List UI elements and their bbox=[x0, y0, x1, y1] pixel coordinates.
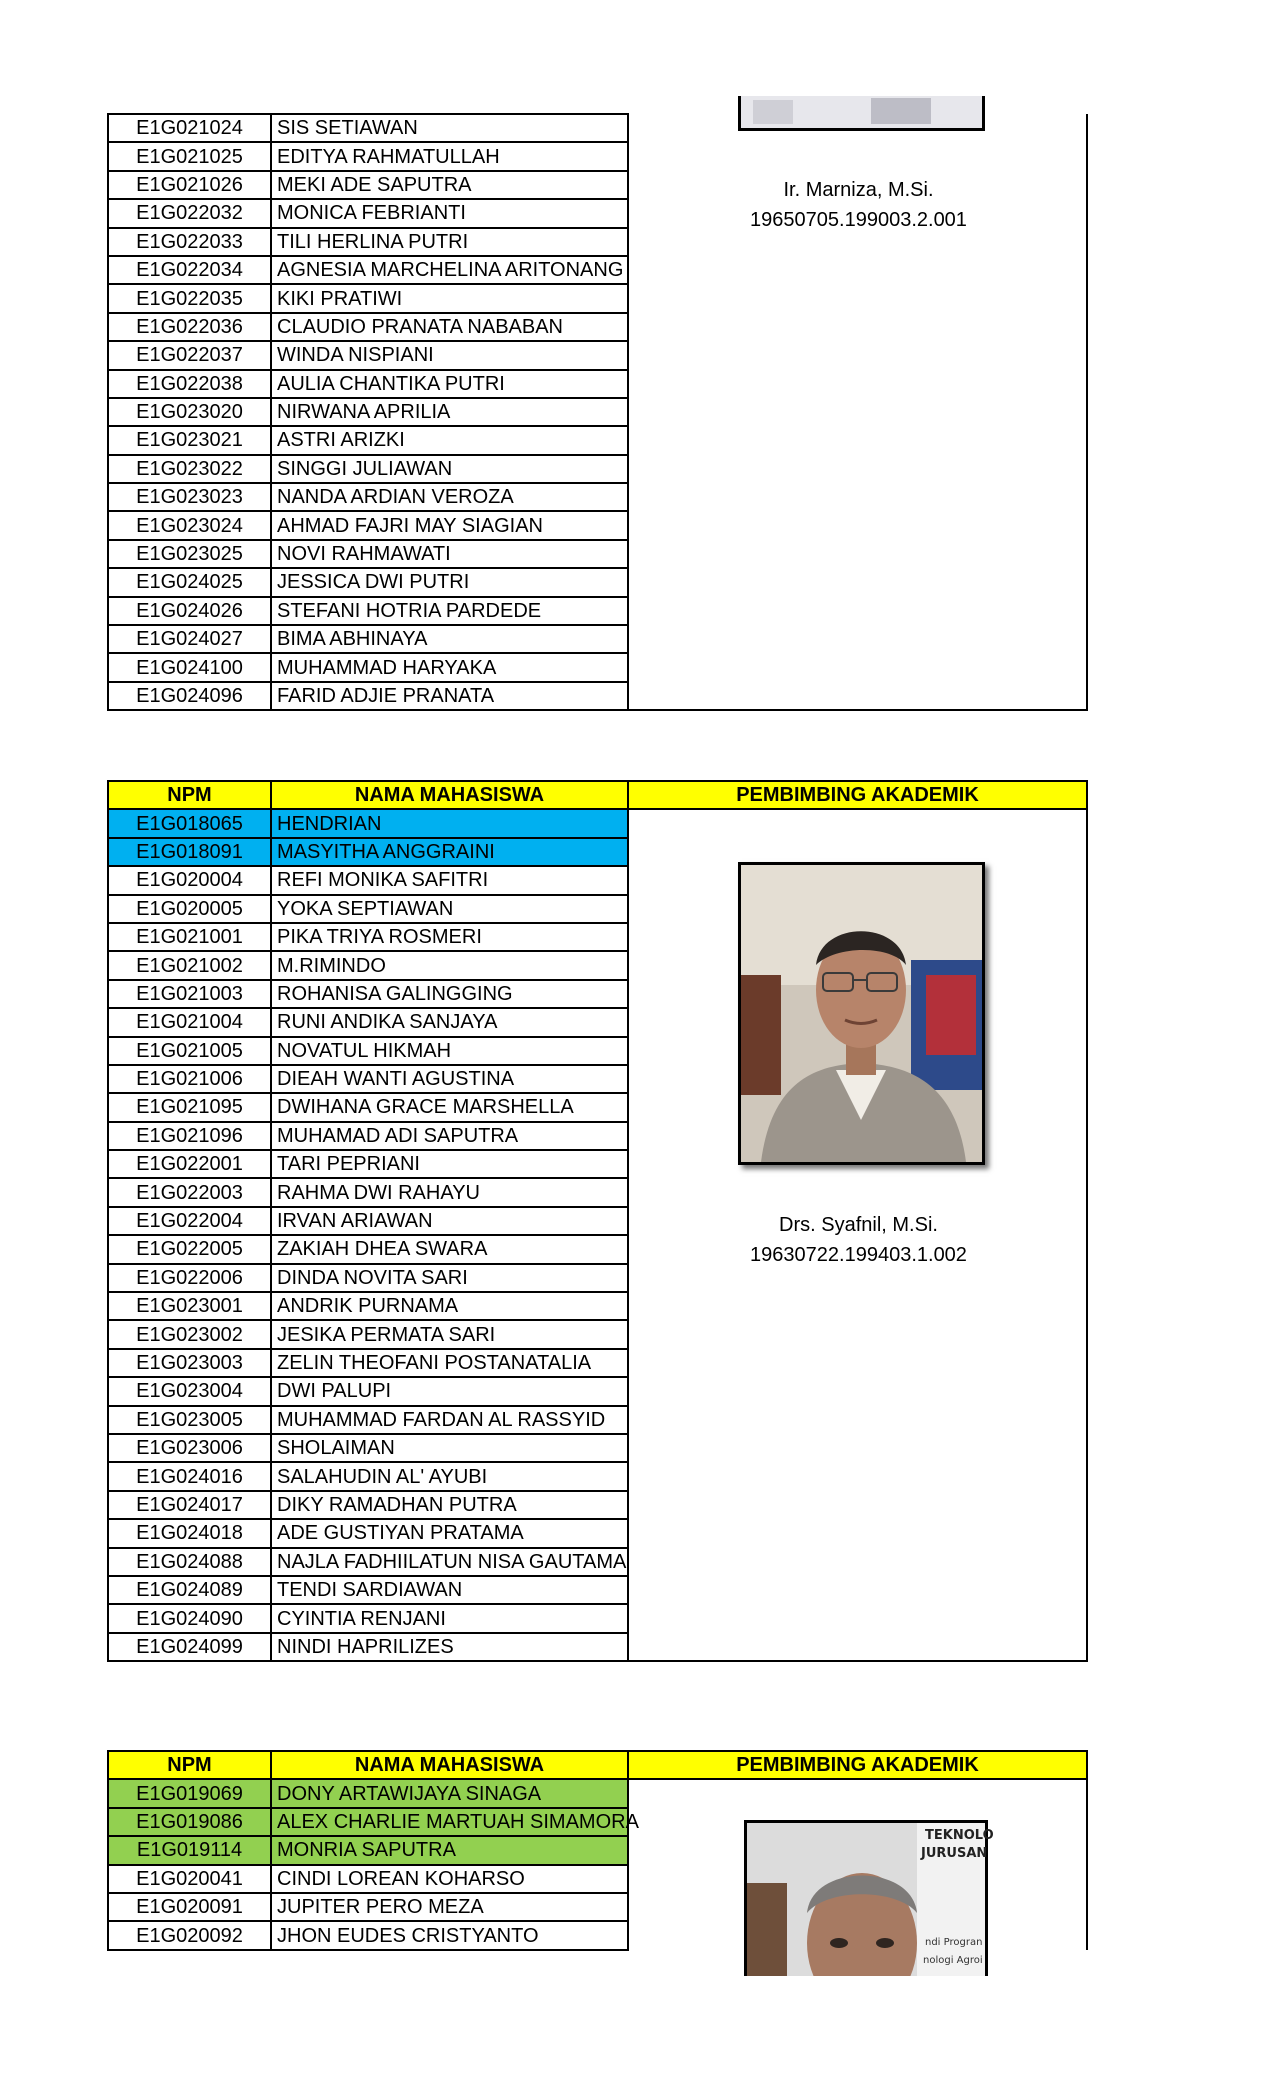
npm-cell: E1G022006 bbox=[108, 1264, 271, 1292]
student-name-cell: ZAKIAH DHEA SWARA bbox=[271, 1235, 628, 1263]
page-bottom-margin bbox=[0, 1976, 1275, 2100]
npm-cell: E1G024018 bbox=[108, 1519, 271, 1547]
npm-cell: E1G024027 bbox=[108, 625, 271, 653]
npm-cell: E1G024025 bbox=[108, 568, 271, 596]
advisor-header: PEMBIMBING AKADEMIK bbox=[628, 1751, 1087, 1779]
student-name-cell: AGNESIA MARCHELINA ARITONANG bbox=[271, 256, 628, 284]
student-name-cell: SIS SETIAWAN bbox=[271, 114, 628, 142]
npm-cell: E1G020041 bbox=[108, 1865, 271, 1893]
npm-cell: E1G022032 bbox=[108, 199, 271, 227]
npm-cell: E1G023021 bbox=[108, 426, 271, 454]
student-name-cell: SINGGI JULIAWAN bbox=[271, 455, 628, 483]
table-header-row bbox=[108, 781, 1087, 809]
npm-cell: E1G021004 bbox=[108, 1008, 271, 1036]
photo-fragment bbox=[741, 96, 982, 128]
student-name-cell: REFI MONIKA SAFITRI bbox=[271, 866, 628, 894]
advisor-photo-syafnil bbox=[738, 862, 985, 1165]
npm-cell: E1G023004 bbox=[108, 1377, 271, 1405]
table-row bbox=[108, 1779, 1087, 1807]
photo-caption-line-4: nologi Agroi bbox=[923, 1955, 983, 1966]
student-name-cell: CLAUDIO PRANATA NABABAN bbox=[271, 313, 628, 341]
npm-cell: E1G019086 bbox=[108, 1808, 271, 1836]
student-name-cell: JHON EUDES CRISTYANTO bbox=[271, 1921, 628, 1949]
student-name-cell: NAJLA FADHIILATUN NISA GAUTAMA bbox=[271, 1548, 628, 1576]
table-row bbox=[108, 809, 1087, 837]
student-name-cell: ANDRIK PURNAMA bbox=[271, 1292, 628, 1320]
advisor-header: PEMBIMBING AKADEMIK bbox=[628, 781, 1087, 809]
npm-cell: E1G023006 bbox=[108, 1434, 271, 1462]
student-name-cell: NOVI RAHMAWATI bbox=[271, 540, 628, 568]
advisor-name-syafnil: Drs. Syafnil, M.Si. bbox=[779, 1214, 938, 1236]
npm-cell: E1G022005 bbox=[108, 1235, 271, 1263]
student-name-cell: BIMA ABHINAYA bbox=[271, 625, 628, 653]
student-name-cell: MONRIA SAPUTRA bbox=[271, 1836, 628, 1864]
npm-cell: E1G023025 bbox=[108, 540, 271, 568]
npm-cell: E1G024017 bbox=[108, 1491, 271, 1519]
student-name-cell: TARI PEPRIANI bbox=[271, 1150, 628, 1178]
npm-cell: E1G022034 bbox=[108, 256, 271, 284]
photo-caption-line-2: JURUSAN bbox=[921, 1846, 988, 1861]
student-name-cell: DONY ARTAWIJAYA SINAGA bbox=[271, 1779, 628, 1807]
npm-cell: E1G022003 bbox=[108, 1178, 271, 1206]
npm-cell: E1G021002 bbox=[108, 951, 271, 979]
npm-cell: E1G024089 bbox=[108, 1576, 271, 1604]
student-name-cell: NIRWANA APRILIA bbox=[271, 398, 628, 426]
npm-cell: E1G021024 bbox=[108, 114, 271, 142]
student-name-cell: CYINTIA RENJANI bbox=[271, 1604, 628, 1632]
npm-cell: E1G018065 bbox=[108, 809, 271, 837]
npm-cell: E1G019114 bbox=[108, 1836, 271, 1864]
student-name-cell: DWIHANA GRACE MARSHELLA bbox=[271, 1093, 628, 1121]
npm-cell: E1G020005 bbox=[108, 895, 271, 923]
npm-cell: E1G023020 bbox=[108, 398, 271, 426]
student-name-cell: AHMAD FAJRI MAY SIAGIAN bbox=[271, 511, 628, 539]
npm-cell: E1G021005 bbox=[108, 1037, 271, 1065]
student-name-cell: FARID ADJIE PRANATA bbox=[271, 682, 628, 710]
npm-cell: E1G021006 bbox=[108, 1065, 271, 1093]
student-name-cell: DIEAH WANTI AGUSTINA bbox=[271, 1065, 628, 1093]
photo-caption-line-3: ndi Progran bbox=[925, 1937, 983, 1948]
student-name-cell: SHOLAIMAN bbox=[271, 1434, 628, 1462]
table-header-row bbox=[108, 1751, 1087, 1779]
student-name-cell: TILI HERLINA PUTRI bbox=[271, 228, 628, 256]
npm-cell: E1G020092 bbox=[108, 1921, 271, 1949]
npm-cell: E1G024088 bbox=[108, 1548, 271, 1576]
student-name-cell: MUHAMMAD HARYAKA bbox=[271, 653, 628, 681]
student-name-cell: MONICA FEBRIANTI bbox=[271, 199, 628, 227]
npm-cell: E1G018091 bbox=[108, 838, 271, 866]
student-name-header: NAMA MAHASISWA bbox=[271, 781, 628, 809]
npm-header: NPM bbox=[108, 781, 271, 809]
npm-cell: E1G023001 bbox=[108, 1292, 271, 1320]
student-name-cell: MUHAMMAD FARDAN AL RASSYID bbox=[271, 1406, 628, 1434]
npm-cell: E1G022035 bbox=[108, 284, 271, 312]
student-name-cell: EDITYA RAHMATULLAH bbox=[271, 142, 628, 170]
npm-cell: E1G022036 bbox=[108, 313, 271, 341]
student-name-cell: MASYITHA ANGGRAINI bbox=[271, 838, 628, 866]
student-name-cell: WINDA NISPIANI bbox=[271, 341, 628, 369]
student-name-cell: NANDA ARDIAN VEROZA bbox=[271, 483, 628, 511]
student-name-cell: NOVATUL HIKMAH bbox=[271, 1037, 628, 1065]
student-name-cell: YOKA SEPTIAWAN bbox=[271, 895, 628, 923]
npm-cell: E1G021001 bbox=[108, 923, 271, 951]
npm-cell: E1G022033 bbox=[108, 228, 271, 256]
npm-cell: E1G021026 bbox=[108, 171, 271, 199]
student-name-cell: NINDI HAPRILIZES bbox=[271, 1633, 628, 1661]
student-name-cell: DINDA NOVITA SARI bbox=[271, 1264, 628, 1292]
npm-cell: E1G023024 bbox=[108, 511, 271, 539]
student-name-cell: MEKI ADE SAPUTRA bbox=[271, 171, 628, 199]
npm-cell: E1G023002 bbox=[108, 1320, 271, 1348]
student-name-cell: JUPITER PERO MEZA bbox=[271, 1893, 628, 1921]
npm-cell: E1G024096 bbox=[108, 682, 271, 710]
student-name-cell: ALEX CHARLIE MARTUAH SIMAMORA bbox=[271, 1808, 628, 1836]
npm-header: NPM bbox=[108, 1751, 271, 1779]
npm-cell: E1G024016 bbox=[108, 1462, 271, 1490]
photo-caption-line-1: TEKNOLO bbox=[925, 1828, 994, 1843]
student-name-cell: ROHANISA GALINGGING bbox=[271, 980, 628, 1008]
student-name-cell: DWI PALUPI bbox=[271, 1377, 628, 1405]
npm-cell: E1G021095 bbox=[108, 1093, 271, 1121]
advisor-photo-marniza bbox=[738, 96, 985, 131]
npm-cell: E1G024026 bbox=[108, 597, 271, 625]
student-name-cell: JESIKA PERMATA SARI bbox=[271, 1320, 628, 1348]
student-name-cell: STEFANI HOTRIA PARDEDE bbox=[271, 597, 628, 625]
student-name-cell: RUNI ANDIKA SANJAYA bbox=[271, 1008, 628, 1036]
student-name-cell: PIKA TRIYA ROSMERI bbox=[271, 923, 628, 951]
npm-cell: E1G021025 bbox=[108, 142, 271, 170]
student-name-header: NAMA MAHASISWA bbox=[271, 1751, 628, 1779]
npm-cell: E1G022004 bbox=[108, 1207, 271, 1235]
npm-cell: E1G022001 bbox=[108, 1150, 271, 1178]
student-name-cell: RAHMA DWI RAHAYU bbox=[271, 1178, 628, 1206]
student-name-cell: TENDI SARDIAWAN bbox=[271, 1576, 628, 1604]
npm-cell: E1G020004 bbox=[108, 866, 271, 894]
npm-cell: E1G022038 bbox=[108, 370, 271, 398]
npm-cell: E1G020091 bbox=[108, 1893, 271, 1921]
npm-cell: E1G023003 bbox=[108, 1349, 271, 1377]
npm-cell: E1G019069 bbox=[108, 1779, 271, 1807]
npm-cell: E1G021003 bbox=[108, 980, 271, 1008]
student-name-cell: HENDRIAN bbox=[271, 809, 628, 837]
npm-cell: E1G023005 bbox=[108, 1406, 271, 1434]
npm-cell: E1G024099 bbox=[108, 1633, 271, 1661]
npm-cell: E1G023022 bbox=[108, 455, 271, 483]
student-name-cell: CINDI LOREAN KOHARSO bbox=[271, 1865, 628, 1893]
student-name-cell: M.RIMINDO bbox=[271, 951, 628, 979]
student-name-cell: ADE GUSTIYAN PRATAMA bbox=[271, 1519, 628, 1547]
npm-cell: E1G021096 bbox=[108, 1122, 271, 1150]
student-name-cell: MUHAMAD ADI SAPUTRA bbox=[271, 1122, 628, 1150]
student-name-cell: SALAHUDIN AL' AYUBI bbox=[271, 1462, 628, 1490]
advisor-nip-syafnil: 19630722.199403.1.002 bbox=[750, 1244, 967, 1266]
student-name-cell: DIKY RAMADHAN PUTRA bbox=[271, 1491, 628, 1519]
student-name-cell: ZELIN THEOFANI POSTANATALIA bbox=[271, 1349, 628, 1377]
student-name-cell: KIKI PRATIWI bbox=[271, 284, 628, 312]
student-name-cell: JESSICA DWI PUTRI bbox=[271, 568, 628, 596]
npm-cell: E1G023023 bbox=[108, 483, 271, 511]
student-name-cell: IRVAN ARIAWAN bbox=[271, 1207, 628, 1235]
student-name-cell: ASTRI ARIZKI bbox=[271, 426, 628, 454]
npm-cell: E1G024100 bbox=[108, 653, 271, 681]
portrait-svg bbox=[741, 865, 982, 1162]
npm-cell: E1G024090 bbox=[108, 1604, 271, 1632]
advisor-name-marniza: Ir. Marniza, M.Si. bbox=[783, 179, 934, 201]
advisor-nip-marniza: 19650705.199003.2.001 bbox=[750, 209, 967, 231]
student-name-cell: AULIA CHANTIKA PUTRI bbox=[271, 370, 628, 398]
npm-cell: E1G022037 bbox=[108, 341, 271, 369]
